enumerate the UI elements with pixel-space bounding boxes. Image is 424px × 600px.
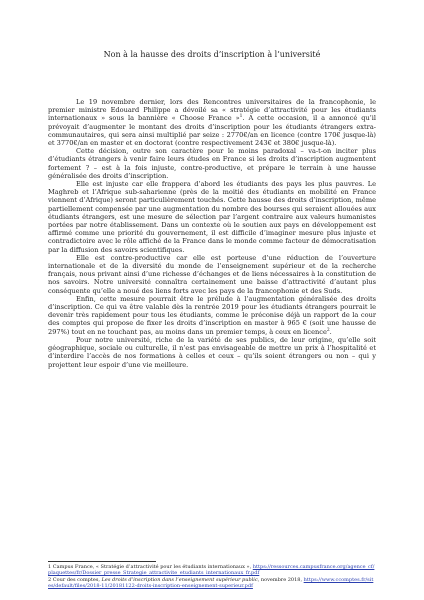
footnote-ref-2[interactable]: 2 (326, 327, 330, 333)
paragraph-3: Elle est injuste car elle frappera d’abord les étudiants des pays les plus pauvres. Le Maghreb et l’Afrique sub-saharienne (près de la moitié des étudiants en mobilité en France viennent d’Afrique) seront particulièrement touchés. Cette hausse des droits d’inscription, même partiellement compensée par une augmentation du nombre des bourses qui seraient allouées aux étudiants étrangers, est une mesure de sélection par l’argent contraire aux valeurs humanistes portées par notre établissement. Dans un contexte où le soutien aux pays en développement est affirmé comme une priorité du gouvernement, il est difficile d’imaginer mesure plus injuste et contradictoire avec le rôle affiché de la France dans le monde comme facteur de démocratisation par la diffusion des savoirs scientifiques. (48, 180, 376, 254)
footnote-1-number: 1 (48, 564, 52, 570)
footnote-2-link[interactable]: https://www.ccomptes.fr/sites/default/files/2018-11/20181122-droits-inscription-enseignement-superieur.pdf (48, 576, 374, 590)
paragraph-4: Elle est contre-productive car elle est porteuse d’une réduction de l’ouverture internationale et de la diversité du monde de l’enseignement supérieur et de la recherche français, nous privant ainsi d’une richesse d’échanges et de liens nécessaires à la constitution de nos savoirs. Notre université connaîtra certainement une baisse d’attractivité d’autant plus conséquente qu’elle a noué des liens forts avec les pays de la francophonie et des Suds. (48, 253, 376, 295)
paragraph-1-text-b: . A cette occasion, il a annoncé qu’il prévoyait d’augmenter le montant des droits d’inscription pour les étudiants étrangers extra-communautaires, qui sera ainsi multiplié par seize : 2770€/an en licence (contre 170€ jusque-là) et 3770€/an en master et en doctorat (contre respectivement 243€ et 380€ jusque-là). (48, 114, 376, 148)
paragraph-5 (48, 295, 376, 336)
footnote-divider (48, 561, 156, 562)
footnote-1-text: Campus France, « Stratégie d’attractivité pour les étudiants internationaux », (52, 564, 252, 570)
document-body (48, 98, 376, 369)
footnote-2-report-title: Les droits d’inscription dans l’enseignement supérieur public (101, 576, 258, 583)
paragraph-5-text-b: . (329, 327, 332, 336)
footnote-1 (48, 564, 376, 577)
paragraph-5-text-a: Enfin, cette mesure pourrait être le prélude à l’augmentation généralisée des droits d’inscription. Ce qui va être valable dès la rentrée 2019 pour les étudiants étrangers pourrait le devenir très rapidement pour tous les étudiants, comme le préconise déjà un rapport de la cour des comptes qui propose de fixer les droits d’inscription en master à 965 € (soit une hausse de 297%) tout en ne touchant pas, au moins dans un premier temps, à ceux en licence (48, 294, 376, 336)
document-title: Non à la hausse des droits d’inscription à l’université (103, 50, 321, 59)
paragraph-2: Cette décision, outre son caractère pour le moins paradoxal – va-t-on inciter plus d’étudiants étrangers à venir faire leurs études en France si les droits d’inscription augmentent fortement ? – est à la fois injuste, contre-productive, et prépare le terrain à une hausse généralisée des droits d’inscription. (48, 147, 376, 180)
footnote-2-text-a: Cour des comptes, (52, 576, 102, 583)
footnote-ref-1[interactable]: 1 (239, 114, 243, 120)
footnote-2-text-b: , novembre 2018, (257, 576, 303, 583)
paragraph-6: Pour notre université, riche de la variété de ses publics, de leur origine, qu’elle soit géographique, sociale ou culturelle, il n’est pas envisageable de mettre un prix à l’hospitalité et d’interdire l’accès de nos formations à celles et ceux – qu’ils soient étrangers ou non – qui y projettent leur espoir d’une vie meilleure. (48, 335, 376, 369)
footnote-2-number: 2 (48, 576, 52, 583)
footnote-2 (48, 577, 376, 590)
paragraph-1 (48, 98, 376, 147)
footnote-1-link[interactable]: https://ressources.campusfrance.org/agence_cf/plaquettes/fr/Dossier_presse_Strategie_attractivite_etudiants_internationaux_fr.pdf (48, 564, 375, 577)
paragraph-1-text-a: Le 19 novembre dernier, lors des Rencontres universitaires de la francophonie, le premier ministre Edouard Philippe a dévoilé sa « stratégie d’attractivité pour les étudiants internationaux » sous la bannière « Choose France » (48, 98, 376, 123)
footnotes (48, 564, 376, 590)
